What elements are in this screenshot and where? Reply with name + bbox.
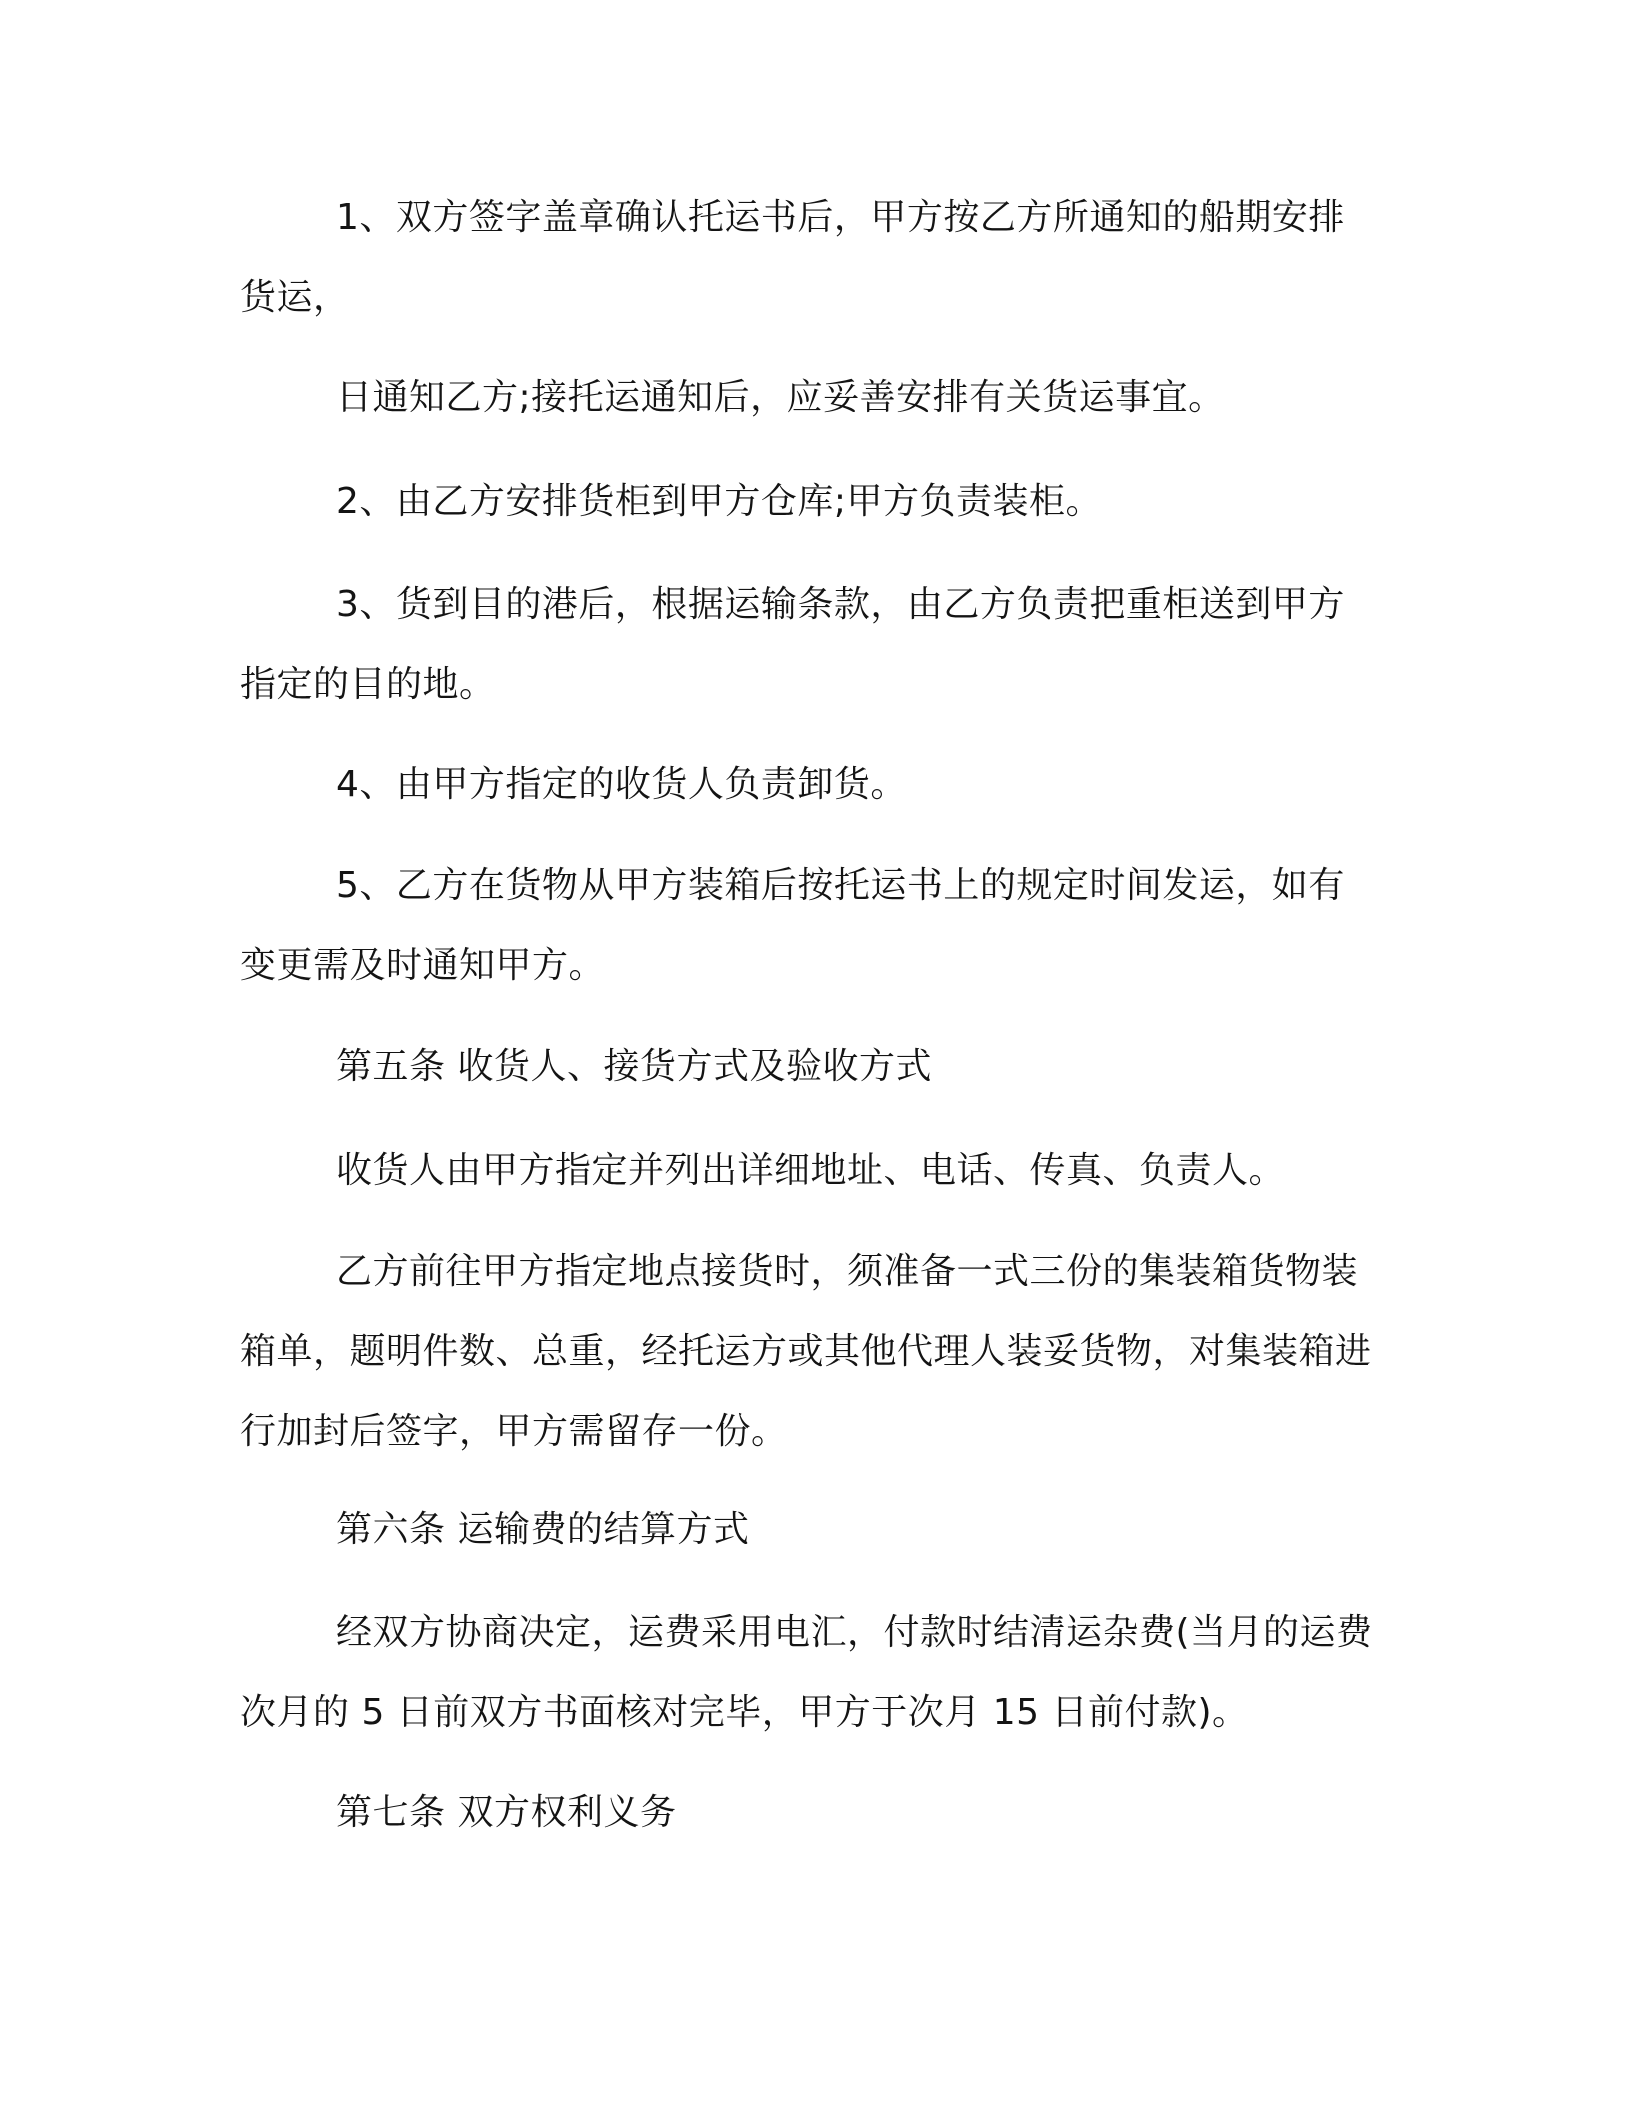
article-7-heading: 第七条 双方权利义务 <box>336 1792 677 1833</box>
article-5-pickup-paragraph: 乙方前往甲方指定地点接货时，须准备一式三份的集装箱货物装箱单，题明件数、总重，经托运方或其他代理人装妥货物，对集装箱进行加封后签字，甲方需留存一份。 <box>240 1251 1372 1452</box>
article-5-heading: 第五条 收货人、接货方式及验收方式 <box>336 1046 932 1087</box>
paragraph-item-1-continued: 日通知乙方;接托运通知后，应妥善安排有关货运事宜。 <box>336 377 1225 418</box>
paragraph-item-5: 5、乙方在货物从甲方装箱后按托运书上的规定时间发运，如有变更需及时通知甲方。 <box>240 865 1345 986</box>
article-6-payment-paragraph: 经双方协商决定，运费采用电汇，付款时结清运杂费(当月的运费次月的 5 日前双方书面核对完毕，甲方于次月 15 日前付款)。 <box>240 1612 1373 1733</box>
paragraph-item-1: 1、双方签字盖章确认托运书后，甲方按乙方所通知的船期安排货运， <box>240 197 1345 318</box>
article-5-consignee-paragraph: 收货人由甲方指定并列出详细地址、电话、传真、负责人。 <box>336 1150 1286 1191</box>
paragraph-item-3: 3、货到目的港后，根据运输条款，由乙方负责把重柜送到甲方指定的目的地。 <box>240 584 1345 705</box>
article-6-heading: 第六条 运输费的结算方式 <box>336 1509 750 1550</box>
paragraph-item-4: 4、由甲方指定的收货人负责卸货。 <box>336 764 907 805</box>
paragraph-item-2: 2、由乙方安排货柜到甲方仓库;甲方负责装柜。 <box>336 481 1103 522</box>
